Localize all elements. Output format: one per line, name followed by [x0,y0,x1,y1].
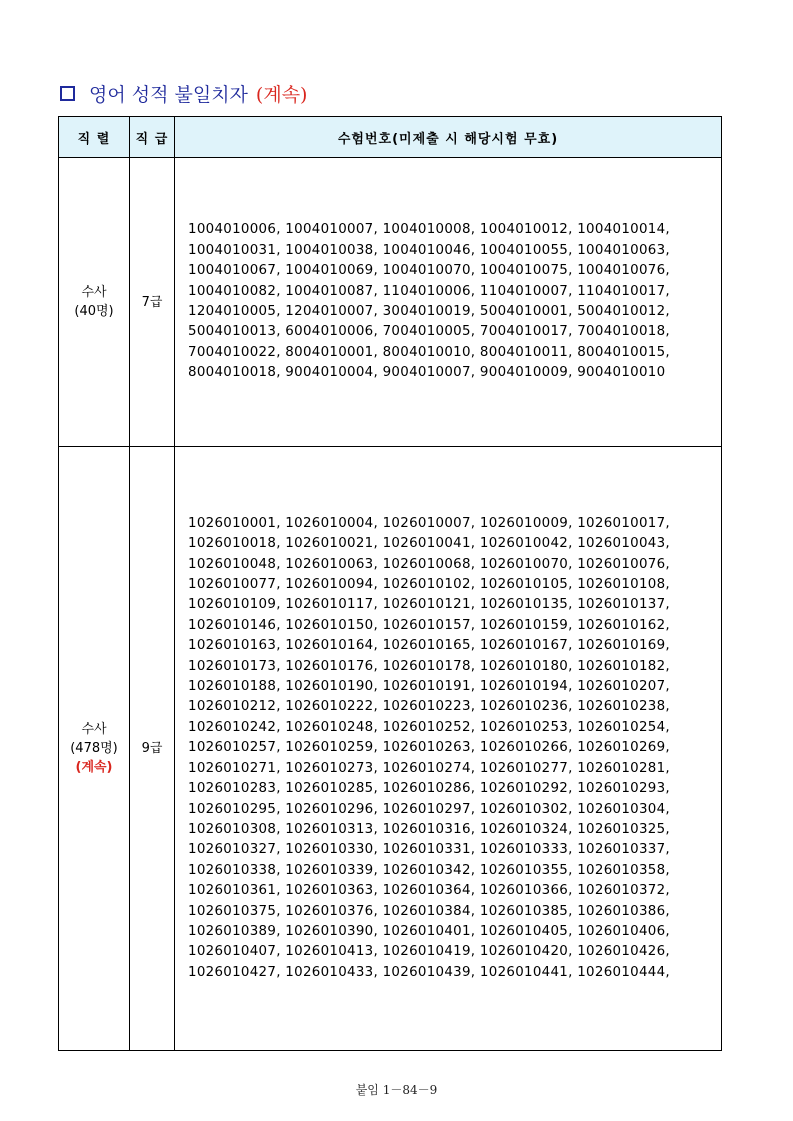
exam-numbers-cell [175,158,722,447]
exam-number-line: 1026010173, 1026010176, 1026010178, 1026010180, 1026010182, [188,658,670,674]
exam-number-line: 1026010109, 1026010117, 1026010121, 1026010135, 1026010137, [188,597,670,613]
rank-cell [59,158,130,447]
rank-continued-label: (계속) [75,760,113,775]
rank-count: (478명) [70,741,118,756]
header-exam-numbers: 수험번호(미제출 시 해당시험 무효) [175,117,722,158]
exam-number-line: 1026010427, 1026010433, 1026010439, 1026010441, 1026010444, [188,964,670,980]
exam-number-line: 1026010146, 1026010150, 1026010157, 1026010159, 1026010162, [188,617,670,633]
exam-number-line: 1004010082, 1004010087, 1104010006, 1104010007, 1104010017, [188,283,670,299]
exam-number-line: 1026010327, 1026010330, 1026010331, 1026010333, 1026010337, [188,842,670,858]
exam-number-line: 1026010375, 1026010376, 1026010384, 1026010385, 1026010386, [188,903,670,919]
exam-number-line: 1026010283, 1026010285, 1026010286, 1026010292, 1026010293, [188,781,670,797]
exam-numbers-cell [175,447,722,1051]
exam-number-line: 1026010077, 1026010094, 1026010102, 1026010105, 1026010108, [188,577,670,593]
exam-number-line: 1026010163, 1026010164, 1026010165, 1026010167, 1026010169, [188,638,670,654]
header-grade: 직 급 [130,117,175,158]
exam-number-line: 1026010018, 1026010021, 1026010041, 1026010042, 1026010043, [188,536,670,552]
exam-number-line: 1026010308, 1026010313, 1026010316, 1026010324, 1026010325, [188,821,670,837]
table-row [59,447,722,1051]
exam-number-line: 8004010018, 9004010004, 9004010007, 9004010009, 9004010010 [188,365,666,381]
rank-cell [59,447,130,1051]
section-continued-label: (계속) [255,84,308,106]
exam-number-line: 1026010048, 1026010063, 1026010068, 1026010070, 1026010076, [188,556,670,572]
grade-cell: 7급 [130,158,175,447]
table-row [59,158,722,447]
exam-number-line: 1004010031, 1004010038, 1004010046, 1004010055, 1004010063, [188,242,670,258]
page-footer: 붙임 1－84－9 [355,1083,438,1097]
exam-number-line: 1026010001, 1026010004, 1026010007, 1026010009, 1026010017, [188,515,670,531]
exam-number-line: 1026010188, 1026010190, 1026010191, 1026010194, 1026010207, [188,679,670,695]
exam-number-line: 7004010022, 8004010001, 8004010010, 8004010011, 8004010015, [188,344,670,360]
exam-number-line: 1026010361, 1026010363, 1026010364, 1026010366, 1026010372, [188,883,670,899]
section-title: 영어 성적 불일치자 [89,84,248,106]
roster-table [58,116,722,1051]
rank-name: 수사 [81,285,107,300]
exam-number-line: 5004010013, 6004010006, 7004010005, 7004010017, 7004010018, [188,324,670,340]
exam-number-line: 1026010407, 1026010413, 1026010419, 1026010420, 1026010426, [188,944,670,960]
exam-number-line: 1026010389, 1026010390, 1026010401, 1026010405, 1026010406, [188,923,670,939]
section-heading [60,80,307,107]
exam-number-line: 1026010212, 1026010222, 1026010223, 1026010236, 1026010238, [188,699,670,715]
exam-number-line: 1004010067, 1004010069, 1004010070, 1004010075, 1004010076, [188,263,670,279]
exam-number-line: 1204010005, 1204010007, 3004010019, 5004010001, 5004010012, [188,304,670,319]
exam-number-line: 1026010242, 1026010248, 1026010252, 1026010253, 1026010254, [188,719,670,735]
grade-cell: 9급 [130,447,175,1051]
exam-number-line: 1004010006, 1004010007, 1004010008, 1004010012, 1004010014, [188,222,670,238]
exam-number-line: 1026010295, 1026010296, 1026010297, 1026010302, 1026010304, [188,801,670,817]
header-rank: 직 렬 [59,117,130,158]
checkbox-square-icon [60,86,75,101]
table-header-row [59,117,722,158]
exam-number-line: 1026010271, 1026010273, 1026010274, 1026010277, 1026010281, [188,760,670,776]
rank-count: (40명) [74,304,114,319]
exam-number-line: 1026010257, 1026010259, 1026010263, 1026010266, 1026010269, [188,740,670,756]
exam-number-line: 1026010338, 1026010339, 1026010342, 1026010355, 1026010358, [188,862,670,878]
rank-name: 수사 [81,722,107,737]
